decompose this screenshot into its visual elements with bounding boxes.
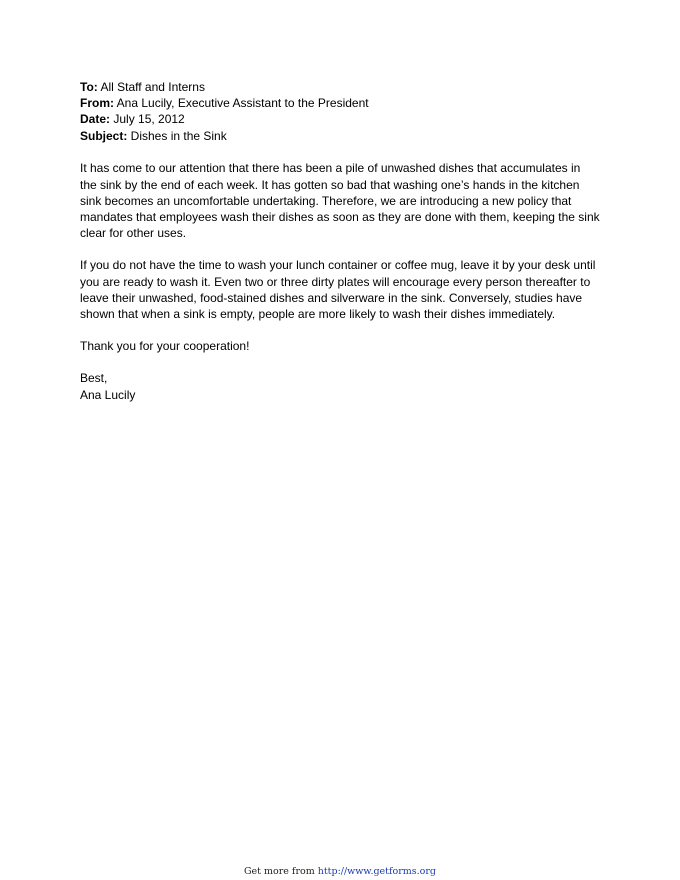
- date-label: Date:: [80, 112, 111, 127]
- to-label: To:: [80, 80, 98, 94]
- subject-value: Dishes in the Sink: [127, 128, 227, 143]
- to-value: All Staff and Interns: [97, 80, 205, 94]
- body-paragraph-2: If you do not have the time to wash your lunch container or coffee mug, leave it by your desk until you are ready to wash it. Even two or three dirty plates will encourage every person thereafter to leave their unwashed, food-stained dishes and silverware in the sink. Conversely, studies have shown that when a sink is empty, people are more likely to wash their dishes immediately.: [80, 258, 596, 321]
- footer-link[interactable]: http://www.getforms.org: [317, 866, 437, 877]
- subject-label: Subject:: [80, 128, 128, 143]
- date-line: [80, 111, 600, 127]
- closing: [80, 370, 600, 402]
- to-line: [80, 79, 600, 95]
- from-value: Ana Lucily, Executive Assistant to the President: [114, 96, 369, 111]
- subject-line: [80, 128, 600, 144]
- footer-text: Get more from: [243, 866, 318, 877]
- from-label: From:: [80, 96, 114, 111]
- footer: [0, 866, 680, 877]
- date-value: July 15, 2012: [110, 112, 185, 127]
- memo: [80, 79, 600, 403]
- from-line: [80, 95, 600, 111]
- body-paragraph-3: Thank you for your cooperation!: [80, 339, 250, 354]
- salutation: Best,: [80, 371, 108, 386]
- body-paragraph-1: It has come to our attention that there has been a pile of unwashed dishes that accumulates in the sink by the end of each week. It has gotten so bad that washing one’s hands in the kitchen sink becomes an uncomfortable undertaking. Therefore, we are introducing a new policy that mandates that employees wash their dishes as soon as they are done with them, keeping the sink clear for other uses.: [80, 161, 600, 241]
- signature: Ana Lucily: [80, 387, 136, 402]
